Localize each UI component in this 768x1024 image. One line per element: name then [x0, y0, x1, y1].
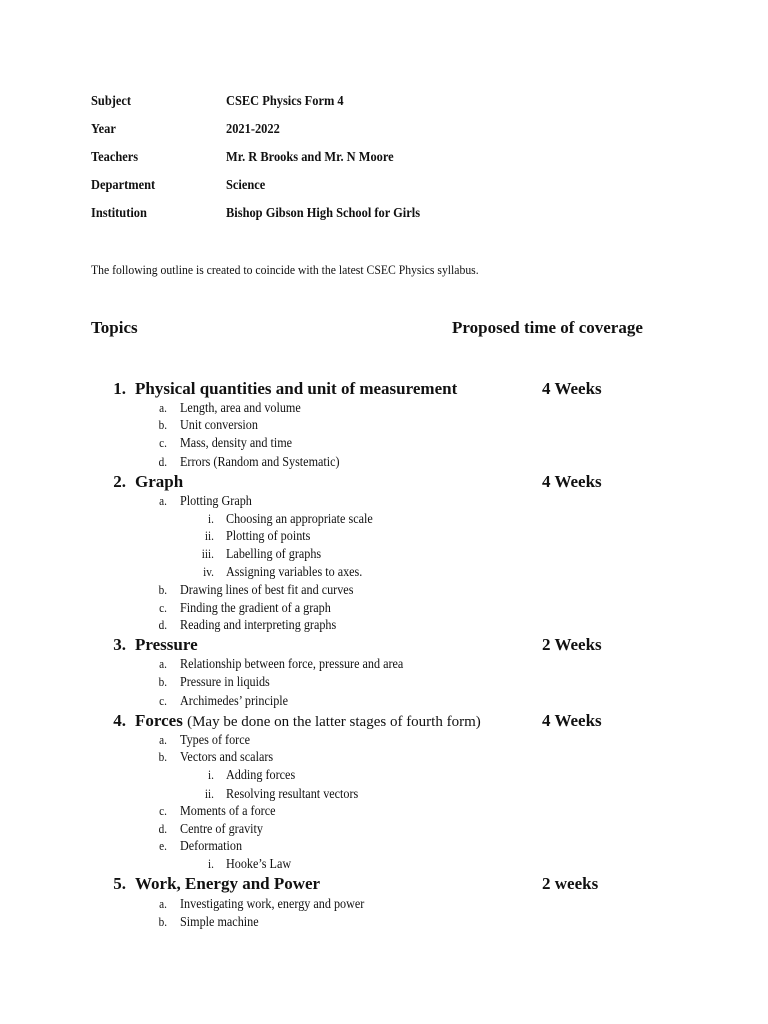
- item-marker: b.: [158, 418, 167, 432]
- list-item: Reading and interpreting graphs: [180, 617, 337, 632]
- list-item: Pressure in liquids: [180, 674, 270, 689]
- topic-number: 2.: [113, 472, 126, 491]
- item-marker: ii.: [204, 529, 214, 543]
- item-marker: c.: [159, 436, 167, 450]
- item-marker: c.: [159, 804, 167, 818]
- topic-number: 3.: [113, 635, 126, 654]
- item-marker: a.: [159, 657, 167, 671]
- teachers-label: Teachers: [91, 149, 139, 164]
- list-item: Finding the gradient of a graph: [180, 600, 331, 615]
- item-marker: e.: [159, 839, 167, 853]
- topic-title: Pressure: [135, 635, 198, 654]
- subject-value: CSEC Physics Form 4: [226, 93, 344, 108]
- item-marker: ii.: [204, 787, 214, 801]
- topic-title: Graph: [135, 472, 184, 491]
- item-marker: d.: [158, 455, 167, 469]
- item-marker: iii.: [201, 547, 214, 561]
- list-item: Unit conversion: [180, 417, 258, 432]
- topic-number: 5.: [113, 874, 126, 893]
- item-marker: a.: [159, 897, 167, 911]
- institution-label: Institution: [91, 205, 147, 220]
- list-item: Drawing lines of best fit and curves: [180, 582, 354, 597]
- topic-duration: 4 Weeks: [542, 472, 602, 491]
- list-item: Moments of a force: [180, 803, 276, 818]
- department-value: Science: [226, 177, 266, 192]
- topic-duration: 2 Weeks: [542, 635, 602, 654]
- list-item: Deformation: [180, 838, 243, 853]
- list-item: Plotting Graph: [180, 493, 252, 508]
- item-marker: b.: [158, 750, 167, 764]
- list-item: Simple machine: [180, 914, 259, 929]
- item-marker: a.: [159, 733, 167, 747]
- list-item: Investigating work, energy and power: [180, 896, 365, 911]
- list-item: Assigning variables to axes.: [226, 564, 363, 579]
- topic-number: 1.: [113, 379, 126, 398]
- intro-text: The following outline is created to coincide with the latest CSEC Physics syllabus.: [91, 262, 479, 277]
- list-item: Choosing an appropriate scale: [226, 511, 373, 526]
- topic-note: (May be done on the latter stages of fourth form): [187, 714, 481, 730]
- department-label: Department: [91, 177, 156, 192]
- list-item: Archimedes’ principle: [180, 693, 289, 708]
- list-item: Plotting of points: [226, 528, 311, 543]
- item-marker: b.: [158, 583, 167, 597]
- item-marker: d.: [158, 618, 167, 632]
- list-item: Mass, density and time: [180, 435, 293, 450]
- topic-title: Work, Energy and Power: [135, 874, 321, 893]
- topic-title-row: [135, 711, 481, 731]
- item-marker: a.: [159, 494, 167, 508]
- item-marker: a.: [159, 401, 167, 415]
- list-item: Length, area and volume: [180, 400, 301, 415]
- list-item: Relationship between force, pressure and area: [180, 656, 404, 671]
- coverage-heading: Proposed time of coverage: [452, 318, 643, 337]
- list-item: Adding forces: [226, 767, 296, 782]
- item-marker: i.: [208, 512, 214, 526]
- year-value: 2021-2022: [226, 121, 280, 136]
- topic-duration: 2 weeks: [542, 874, 599, 893]
- subject-label: Subject: [91, 93, 132, 108]
- list-item: Errors (Random and Systematic): [180, 454, 340, 469]
- list-item: Types of force: [180, 732, 251, 747]
- item-marker: b.: [158, 915, 167, 929]
- list-item: Centre of gravity: [180, 821, 264, 836]
- item-marker: c.: [159, 694, 167, 708]
- year-label: Year: [91, 121, 116, 136]
- topic-title: Forces: [135, 711, 183, 730]
- teachers-value: Mr. R Brooks and Mr. N Moore: [226, 149, 394, 164]
- item-marker: c.: [159, 601, 167, 615]
- list-item: Hooke’s Law: [226, 856, 292, 871]
- list-item: Vectors and scalars: [180, 749, 274, 764]
- topic-duration: 4 Weeks: [542, 711, 602, 730]
- item-marker: iv.: [203, 565, 214, 579]
- topics-heading: Topics: [91, 318, 138, 337]
- topic-number: 4.: [113, 711, 126, 730]
- list-item: Resolving resultant vectors: [226, 786, 359, 801]
- topic-title: Physical quantities and unit of measurement: [135, 379, 458, 398]
- institution-value: Bishop Gibson High School for Girls: [226, 205, 421, 220]
- item-marker: b.: [158, 675, 167, 689]
- item-marker: i.: [208, 768, 214, 782]
- list-item: Labelling of graphs: [226, 546, 322, 561]
- item-marker: d.: [158, 822, 167, 836]
- topic-duration: 4 Weeks: [542, 379, 602, 398]
- item-marker: i.: [208, 857, 214, 871]
